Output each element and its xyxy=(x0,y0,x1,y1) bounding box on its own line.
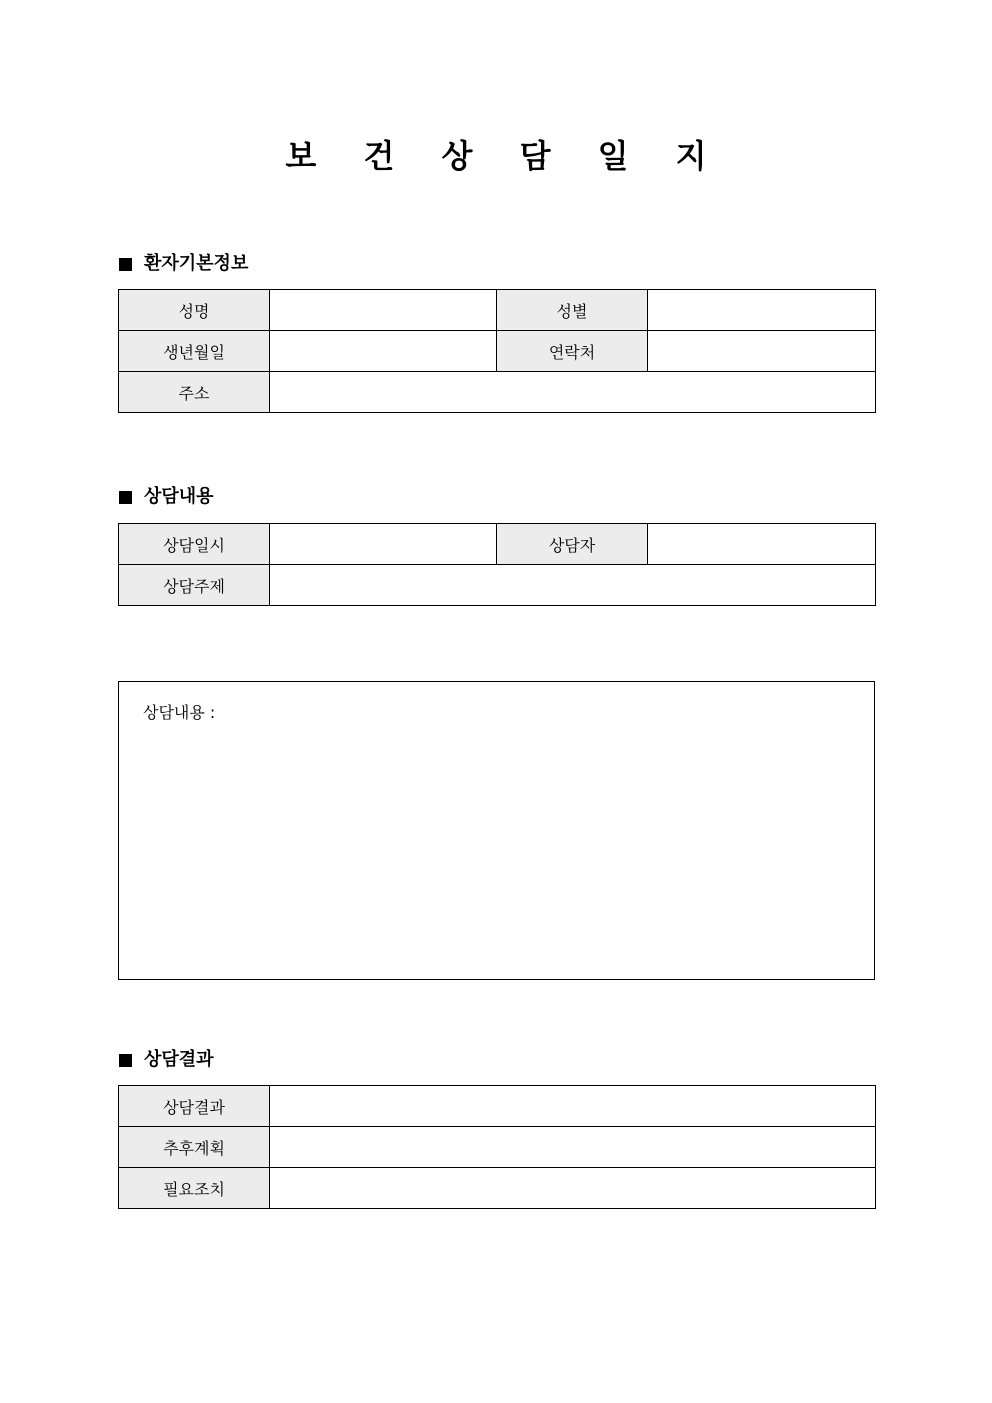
table-row xyxy=(119,565,876,606)
followup-field[interactable] xyxy=(270,1127,876,1168)
table-row xyxy=(119,1127,876,1168)
contact-field[interactable] xyxy=(648,331,876,372)
datetime-label: 상담일시 xyxy=(119,524,270,565)
table-row xyxy=(119,290,876,331)
counselor-field[interactable] xyxy=(648,524,876,565)
consultation-heading-text: 상담내용 xyxy=(144,486,214,507)
gender-field[interactable] xyxy=(648,290,876,331)
topic-field[interactable] xyxy=(270,565,876,606)
consultation-content-box[interactable] xyxy=(118,681,875,980)
topic-label: 상담주제 xyxy=(119,565,270,606)
table-row xyxy=(119,1168,876,1209)
address-label: 주소 xyxy=(119,372,270,413)
table-row xyxy=(119,331,876,372)
result-field[interactable] xyxy=(270,1086,876,1127)
result-label: 상담결과 xyxy=(119,1086,270,1127)
action-label: 필요조치 xyxy=(119,1168,270,1209)
table-row xyxy=(119,372,876,413)
datetime-field[interactable] xyxy=(270,524,497,565)
name-field[interactable] xyxy=(270,290,497,331)
patient-info-table xyxy=(118,289,876,413)
table-row xyxy=(119,524,876,565)
action-field[interactable] xyxy=(270,1168,876,1209)
document-title: 보 건 상 담 일 지 xyxy=(285,137,725,175)
result-heading xyxy=(119,1048,214,1072)
gender-label: 성별 xyxy=(497,290,648,331)
square-bullet-icon xyxy=(119,258,132,271)
consultation-heading xyxy=(119,485,214,509)
followup-label: 추후계획 xyxy=(119,1127,270,1168)
square-bullet-icon xyxy=(119,1054,132,1067)
contact-label: 연락처 xyxy=(497,331,648,372)
consultation-content-label: 상담내용 : xyxy=(143,703,216,722)
result-table xyxy=(118,1085,876,1209)
name-label: 성명 xyxy=(119,290,270,331)
result-heading-text: 상담결과 xyxy=(144,1049,214,1070)
patient-info-heading-text: 환자기본정보 xyxy=(144,253,249,274)
patient-info-heading xyxy=(119,252,248,276)
counselor-label: 상담자 xyxy=(497,524,648,565)
consultation-table xyxy=(118,523,876,606)
address-field[interactable] xyxy=(270,372,876,413)
birthdate-label: 생년월일 xyxy=(119,331,270,372)
table-row xyxy=(119,1086,876,1127)
birthdate-field[interactable] xyxy=(270,331,497,372)
square-bullet-icon xyxy=(119,491,132,504)
